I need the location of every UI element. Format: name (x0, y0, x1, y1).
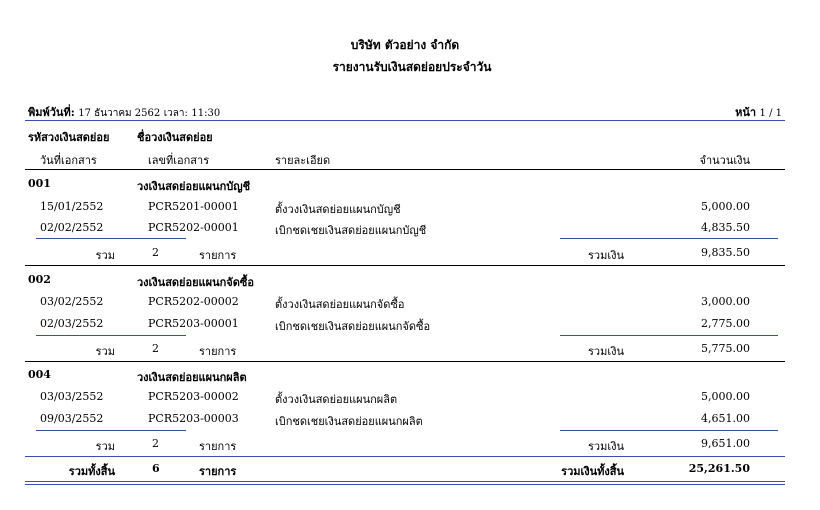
header-doc-date: วันที่เอกสาร (40, 154, 97, 167)
subtotal-rule-short (36, 238, 186, 239)
group-name: วงเงินสดย่อยแผนกจัดซื้อ (137, 276, 254, 289)
subtotal-rule-right (560, 238, 778, 239)
subtotal-sum: 9,835.50 (701, 246, 750, 259)
group-name: วงเงินสดย่อยแผนกบัญชี (137, 180, 251, 193)
subtotal-rule-right (560, 335, 778, 336)
row-amount: 2,775.00 (701, 317, 750, 330)
row-detail: เบิกชดเชยเงินสดย่อยแผนกผลิต (275, 415, 423, 428)
row-date: 09/03/2552 (40, 412, 104, 425)
header-fund-name: ชื่อวงเงินสดย่อย (137, 131, 213, 144)
row-doc-no: PCR5201-00001 (148, 200, 239, 213)
group-code: 004 (28, 368, 51, 381)
subtotal-sum-label: รวมเงิน (588, 345, 624, 358)
header-amount: จำนวนเงิน (699, 154, 750, 167)
print-time-label: เวลา: (163, 108, 188, 119)
row-date: 03/03/2552 (40, 390, 104, 403)
subtotal-count-unit: รายการ (199, 249, 237, 262)
group-name: วงเงินสดย่อยแผนกผลิต (137, 371, 247, 384)
subtotal-count: 2 (152, 246, 159, 259)
grand-total-sum-label: รวมเงินทั้งสิ้น (561, 465, 624, 478)
subtotal-rule-short (36, 430, 186, 431)
row-amount: 5,000.00 (701, 390, 750, 403)
row-date: 02/02/2552 (40, 221, 104, 234)
subtotal-sum: 9,651.00 (701, 437, 750, 450)
print-info (28, 103, 220, 121)
columns-rule (25, 169, 785, 170)
grand-total-count-unit: รายการ (199, 465, 237, 478)
group-rule (25, 265, 785, 266)
row-detail: เบิกชดเชยเงินสดย่อยแผนกจัดซื้อ (275, 320, 431, 333)
subtotal-label: รวม (95, 440, 115, 453)
row-doc-no: PCR5202-00002 (148, 295, 239, 308)
subtotal-label: รวม (95, 345, 115, 358)
row-detail: ตั้งวงเงินสดย่อยแผนกจัดซื้อ (275, 298, 405, 311)
row-doc-no: PCR5203-00003 (148, 412, 239, 425)
group-code: 002 (28, 273, 51, 286)
subtotal-count-unit: รายการ (199, 345, 237, 358)
group-code: 001 (28, 177, 51, 190)
row-doc-no: PCR5202-00001 (148, 221, 239, 234)
row-amount: 4,651.00 (701, 412, 750, 425)
row-date: 15/01/2552 (40, 200, 104, 213)
page-number: 1 / 1 (759, 108, 782, 119)
print-date-value: 17 ธันวาคม 2562 (78, 108, 161, 119)
row-amount: 5,000.00 (701, 200, 750, 213)
grand-total-double-rule (25, 481, 785, 485)
row-amount: 3,000.00 (701, 295, 750, 308)
subtotal-label: รวม (95, 249, 115, 262)
subtotal-sum: 5,775.00 (701, 342, 750, 355)
subtotal-count: 2 (152, 342, 159, 355)
subtotal-sum-label: รวมเงิน (588, 440, 624, 453)
row-doc-no: PCR5203-00001 (148, 317, 239, 330)
header-doc-no: เลขที่เอกสาร (148, 154, 210, 167)
row-date: 03/02/2552 (40, 295, 104, 308)
row-detail: ตั้งวงเงินสดย่อยแผนกผลิต (275, 393, 398, 406)
group-rule (25, 361, 785, 362)
row-doc-no: PCR5203-00002 (148, 390, 239, 403)
page-label: หน้า (735, 106, 757, 119)
subtotal-sum-label: รวมเงิน (588, 249, 624, 262)
row-amount: 4,835.50 (701, 221, 750, 234)
row-detail: ตั้งวงเงินสดย่อยแผนกบัญชี (275, 203, 401, 216)
subtotal-count: 2 (152, 437, 159, 450)
header-detail: รายละเอียด (275, 154, 331, 167)
report-title: รายงานรับเงินสดย่อยประจำวัน (332, 60, 492, 74)
subtotal-rule-right (560, 430, 778, 431)
company-name: บริษัท ตัวอย่าง จำกัด (350, 38, 460, 52)
header-fund-code: รหัสวงเงินสดย่อย (28, 131, 110, 144)
header-rule (25, 120, 785, 121)
grand-total-label: รวมทั้งสิ้น (68, 465, 115, 478)
print-date-label: พิมพ์วันที่: (28, 106, 75, 119)
subtotal-count-unit: รายการ (199, 440, 237, 453)
subtotal-rule-short (36, 335, 186, 336)
row-date: 02/03/2552 (40, 317, 104, 330)
grand-total-sum: 25,261.50 (688, 462, 750, 475)
print-time-value: 11:30 (191, 108, 221, 119)
page-info (735, 103, 782, 121)
grand-total-top-rule (25, 456, 785, 457)
row-detail: เบิกชดเชยเงินสดย่อยแผนกบัญชี (275, 224, 427, 237)
grand-total-count: 6 (152, 462, 160, 475)
